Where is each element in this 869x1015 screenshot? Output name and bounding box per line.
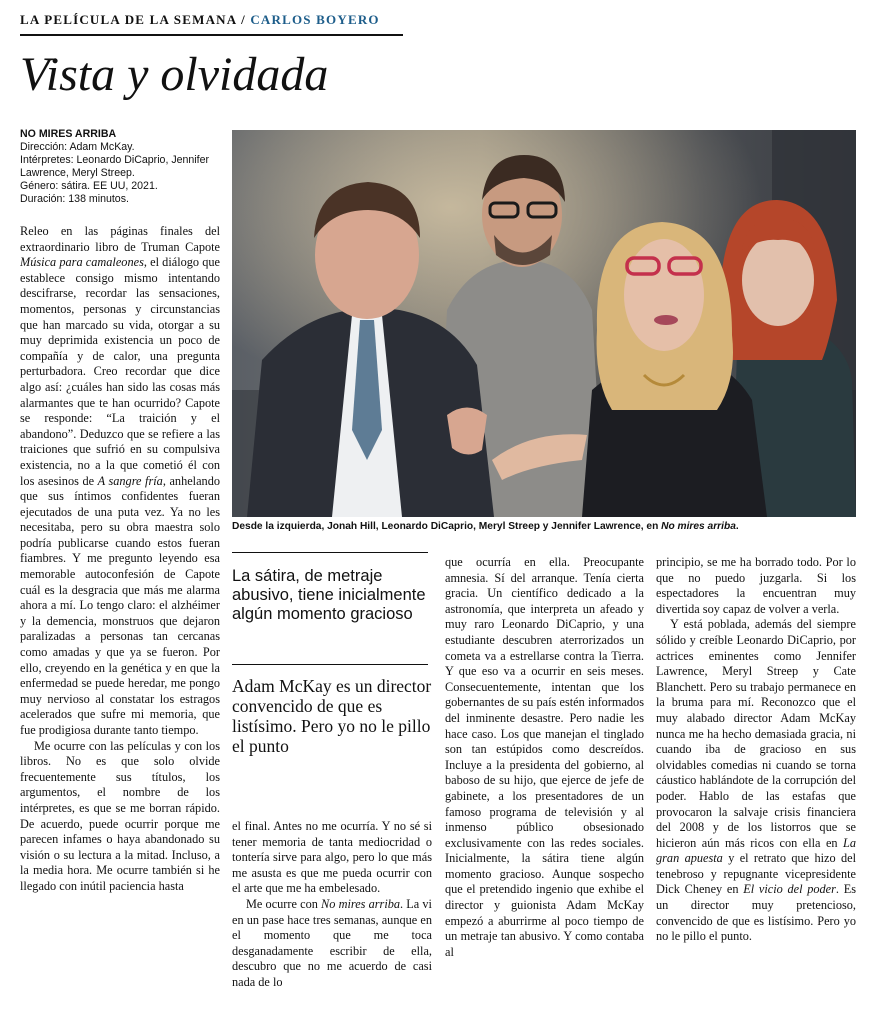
- article-paragraph: principio, se me ha borrado todo. Por lo que no puedo juzgarla. Si los espectadores la encuentran muy divertida soy capaz de volver a verla.: [656, 555, 856, 616]
- credits-cast: Intérpretes: Leonardo DiCaprio, Jennifer Lawrence, Meryl Streep.: [20, 154, 210, 179]
- pullquote-rule-middle: [232, 664, 428, 665]
- film-title: El vicio del poder: [743, 882, 836, 897]
- headline: Vista y olvidada: [20, 48, 329, 101]
- photo-caption: [232, 521, 856, 532]
- pullquote-2: Adam McKay es un director convencido de que es listísimo. Pero yo no le pillo el punto: [232, 676, 432, 756]
- pullquote-1: La sátira, de metraje abusivo, tiene inicialmente algún momento gracioso: [232, 567, 426, 623]
- text-run: . La vi en un pase hace tres semanas, aunque en el momento que me toca desganadamente escribir de ella, descubro que no me acuerdo de casi nada de lo: [232, 896, 432, 989]
- credits-director: Dirección: Adam McKay.: [20, 141, 135, 153]
- credits-genre: Género: sátira. EE UU, 2021.: [20, 180, 158, 192]
- caption-film-title: No mires arriba: [661, 521, 736, 532]
- author-name: CARLOS BOYERO: [250, 12, 380, 27]
- caption-text: Desde la izquierda, Jonah Hill, Leonardo DiCaprio, Meryl Streep y Jennifer Lawrence, en: [232, 521, 662, 532]
- article-paragraph: [656, 617, 856, 944]
- text-run: , el diálogo que establece consigo mismo intentando descifrarse, recordar las sensaciones, momentos, personas y circunstancias que han marcado su vida, otorgar a su muy deprimida existencia un poco de compañía y de calor, una pregunta perturbadora. Creo recordar que dice algo así: ¿cuáles han sido las cosas más alarmantes que te han ocurrido? Capote se responde: “La traición y el abandono”. Deduzco que se refiere a las traiciones que sufrió en su compulsiva existencia, no a la que cometió él con los asesinos de: [20, 255, 220, 488]
- section-name: LA PELÍCULA DE LA SEMANA: [20, 12, 237, 27]
- section-kicker: [20, 12, 380, 28]
- text-run: Releo en las páginas finales del extraordinario libro de Truman Capote: [20, 224, 220, 254]
- film-still-illustration: [232, 130, 856, 517]
- text-run: Y está poblada, además del siempre sólido y creíble Leonardo DiCaprio, por actrices eminentes como Jennifer Lawrence, Meryl Streep y Cate Blanchett. Pero su trabajo permanece en la bruma para mí. Reconozco que el muy alabado director Adam McKay nunca me ha hecho demasiada gracia, ni cuando iba de gracioso en sus olvidables comedias ni cuando se torna cáustico hablándote de la corrupción del poder. Hablo de las estafas que provocaron la salvaje crisis financiera del 2008 y de los listorros que se hicieron aún más ricos con ella en: [656, 617, 856, 850]
- article-column-3: [445, 555, 644, 1010]
- caption-end: .: [735, 521, 739, 532]
- credits-film-title: NO MIRES ARRIBA: [20, 128, 117, 140]
- article-paragraph: Me ocurre con las películas y con los libros. No es que solo olvide frecuentemente sus títulos, los argumentos, el nombre de los intérpretes, es que se me borran rápido. De acuerdo, puede ocurrir porque me parecen infames o haya abandonado su visión o su lectura a la mitad. Incluso, a la media hora. Me ocurre también si he llegado con inútil paciencia hasta: [20, 738, 220, 893]
- kicker-separator: /: [236, 12, 251, 27]
- text-run: . Es un director muy pretencioso, convencido de que es listísimo. Pero yo no le pillo el punto.: [656, 882, 856, 944]
- film-credits: [20, 128, 220, 206]
- credits-duration: Duración: 138 minutos.: [20, 193, 129, 205]
- film-title: No mires arriba: [321, 896, 401, 911]
- book-title: Música para camaleones: [20, 255, 144, 270]
- article-column-2: [232, 819, 432, 1009]
- article-paragraph: que ocurría en ella. Preocupante amnesia. Sí del arranque. Tenía cierta gracia. Un científico dedicado a la astronomía, que interpreta un afeado y muy raro Leonardo DiCaprio, y una estudiante descubren aterrorizados un cometa va a estrellarse contra la Tierra. Y que eso va a ocurrir en seis meses. Consecuentemente, intentan que los gobernantes de su país estén informados del inminente desastre. Pero nadie les hace caso. Los que manejan el tinglado son tan estúpidos como descreídos. Incluye a la presidenta del gobierno, al baboso de su hijo, que ejerce de jefe de gabinete, a los presentadores de un famoso programa de televisión y al inmenso público obsesionado exclusivamente con las redes sociales. Inicialmente, la sátira tiene algún momento gracioso. Aunque sospecho que el pretendido ingenio que exhibe el director y guionista Adam McKay empezó a aburrirme al poco tiempo de un metraje tan abusivo. Y como contaba al: [445, 555, 644, 959]
- article-column-4: [656, 555, 856, 1010]
- article-paragraph: [232, 897, 432, 991]
- film-still-photo: [232, 130, 856, 517]
- text-run: y el retrato que hizo del tenebroso y repugnante vicepresidente Dick Cheney en: [656, 851, 856, 897]
- text-run: , anhelando que sus íntimos confidentes fueran ejecutados de una puta vez. Ya no les necesitaba, pero su obra maestra solo podría publicarse cuando estos fueran fiambres. Y me pregunto leyendo esa memorable autoconfesión de Capote cuál es la desgracia que más me alarma ahora a mí. Lo tengo claro: el alzhéimer y la demencia, monstruos que dejaron paralizadas a personas tan cercanas como amadas y que ya se fueron. Por ello, creyendo en la genética y en que la enfermedad se puede heredar, me pongo muy nervioso al constatar los estragos acelerados que sufre mi memoria, que fue prodigiosa durante tanto tiempo.: [20, 473, 220, 737]
- text-run: Me ocurre con: [246, 896, 322, 911]
- book-title: A sangre fría: [97, 473, 163, 488]
- film-title: La gran apuesta: [656, 835, 856, 866]
- article-paragraph: [20, 224, 220, 739]
- article-column-1: [20, 224, 220, 1010]
- pullquote-rule-top: [232, 552, 428, 553]
- kicker-rule: [20, 34, 403, 36]
- article-paragraph: el final. Antes no me ocurría. Y no sé si tener memoria de tanta mediocridad o tontería sirve para algo, pero lo que más me asusta es que me pueda ocurrir con el arte que me ha embelesado.: [232, 819, 432, 896]
